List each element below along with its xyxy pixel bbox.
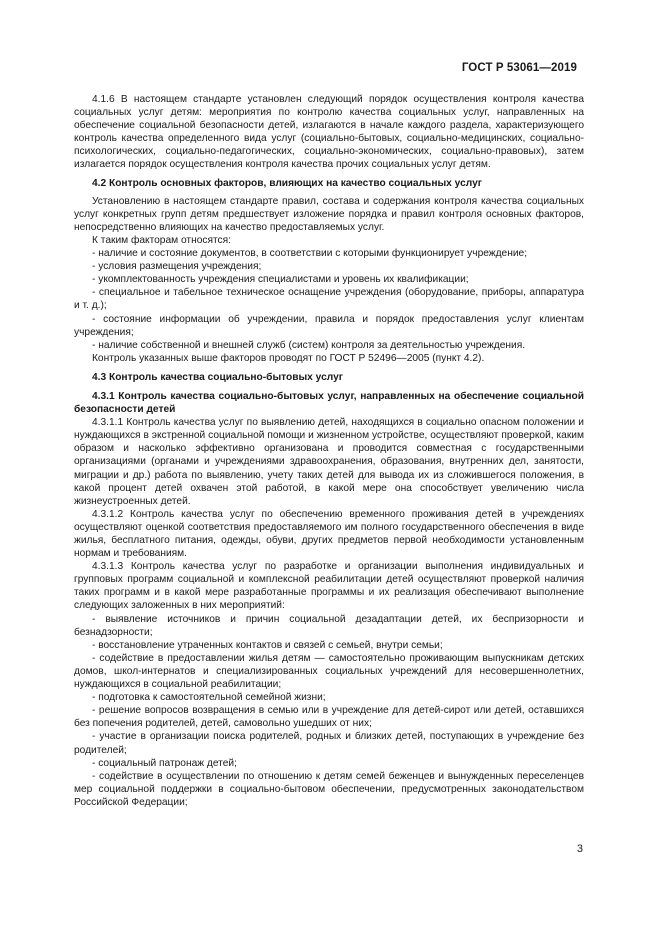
list-item: - подготовка к самостоятельной семейной жизни; xyxy=(92,692,326,704)
list-item: - содействие в предоставлении жилья детям — самостоятельно проживающим выпускникам детских домов, школ-интернатов и специализированных социальных учреждений для несовершеннолетних, нуждающихся в социальной реабилитации; xyxy=(74,652,584,691)
section-heading-4-3-1: 4.3.1 Контроль качества социально-бытовых услуг, направленных на обеспечение социальной безопасности детей xyxy=(74,390,584,416)
list-item: - укомплектованность учреждения специалистами и уровень их квалификации; xyxy=(92,274,469,286)
list-item: - условия размещения учреждения; xyxy=(92,261,262,273)
paragraph-4-3-1-3: 4.3.1.3 Контроль качества услуг по разработке и организации выполнения индивидуальных и групповых программ социальной и комплексной реабилитации детей осуществляют проверкой наличия таких программ и в какой мере разработанные программы и их реализация обеспечивают выполнение следующих заложенных в них мероприятий: xyxy=(74,561,584,612)
section-heading-4-2: 4.2 Контроль основных факторов, влияющих на качество социальных услуг xyxy=(92,177,482,189)
page-number: 3 xyxy=(576,843,583,855)
list-item: - выявление источников и причин социальной дезадаптации детей, их беспризорности и безнадзорности; xyxy=(74,613,584,638)
document-body xyxy=(74,93,584,809)
paragraph: Контроль указанных выше факторов проводят по ГОСТ Р 52496—2005 (пункт 4.2). xyxy=(92,352,485,364)
paragraph-4-3-1-1: 4.3.1.1 Контроль качества услуг по выявлению детей, находящихся в социально опасном положении и нуждающихся в экстренной социальной помощи и жизненном устройстве, осуществляют проверкой, каким образом и насколько эффективно организована и проводится совместная с государственными организациями (органами и учреждениями здравоохранения, образования, внутренних дел, занятости, миграции и др.) работа по выявлению, учету таких детей для вывода их из сложившегося положения, в какой процент детей охвачен этой работой, в какой мере она способствует увеличению числа жизнеустроенных детей. xyxy=(74,417,584,507)
list-item: - восстановление утраченных контактов и связей с семьей, внутри семьи; xyxy=(92,639,443,651)
document-code: ГОСТ Р 53061—2019 xyxy=(461,62,577,74)
list-item: - состояние информации об учреждении, правила и порядок предоставления услуг клиентам учреждения; xyxy=(74,313,584,338)
list-item: - специальное и табельное техническое оснащение учреждения (оборудование, приборы, аппаратура и т. д.); xyxy=(74,287,584,312)
list-item: - содействие в осуществлении по отношению к детям семей беженцев и вынужденных переселенцев мер социальной поддержки в социально-бытовом обеспечении, предусмотренных законодательством Российской Федерации; xyxy=(74,770,584,808)
list-item: - решение вопросов возвращения в семью или в учреждение для детей-сирот или детей, оставшихся без попечения родителей, детей, самовольно ушедших от них; xyxy=(74,705,584,730)
paragraph-4-1-6: 4.1.6 В настоящем стандарте установлен следующий порядок осуществления контроля качества социальных услуг детям: мероприятия по контролю качества социальных услуг, направленных на обеспечение социальной безопасности детей, излагаются в начале каждого раздела, характеризующего контроль качества определенного вида услуг (социально-бытовых, социально-медицинских, социально-психологических, социально-педагогических, социально-экономических, социально-правовых), затем излагается порядок осуществления контроля качества прочих социальных услуг детям. xyxy=(74,94,584,171)
paragraph: К таким факторам относятся: xyxy=(92,234,231,246)
list-item: - наличие собственной и внешней служб (систем) контроля за деятельностью учреждения. xyxy=(92,339,526,351)
list-item: - социальный патронаж детей; xyxy=(92,757,237,769)
paragraph: Установлению в настоящем стандарте правил, состава и содержания контроля качества социальных услуг конкретных групп детям предшествует изложение порядка и правил контроля основных факторов, непосредственно влияющих на качество предоставляемых услуг. xyxy=(74,195,584,233)
list-item: - участие в организации поиска родителей, родных и близких детей, поступающих в учреждение без родителей; xyxy=(74,731,584,756)
paragraph-4-3-1-2: 4.3.1.2 Контроль качества услуг по обеспечению временного проживания детей в учреждениях осуществляют оценкой соответствия предоставляемого им полного государственного обеспечения в виде жилья, бесплатного питания, одежды, обуви, других предметов первой необходимости установленным нормам и требованиям. xyxy=(74,508,584,560)
section-heading-4-3: 4.3 Контроль качества социально-бытовых услуг xyxy=(92,371,344,383)
list-item: - наличие и состояние документов, в соответствии с которыми функционирует учреждение; xyxy=(92,248,528,260)
